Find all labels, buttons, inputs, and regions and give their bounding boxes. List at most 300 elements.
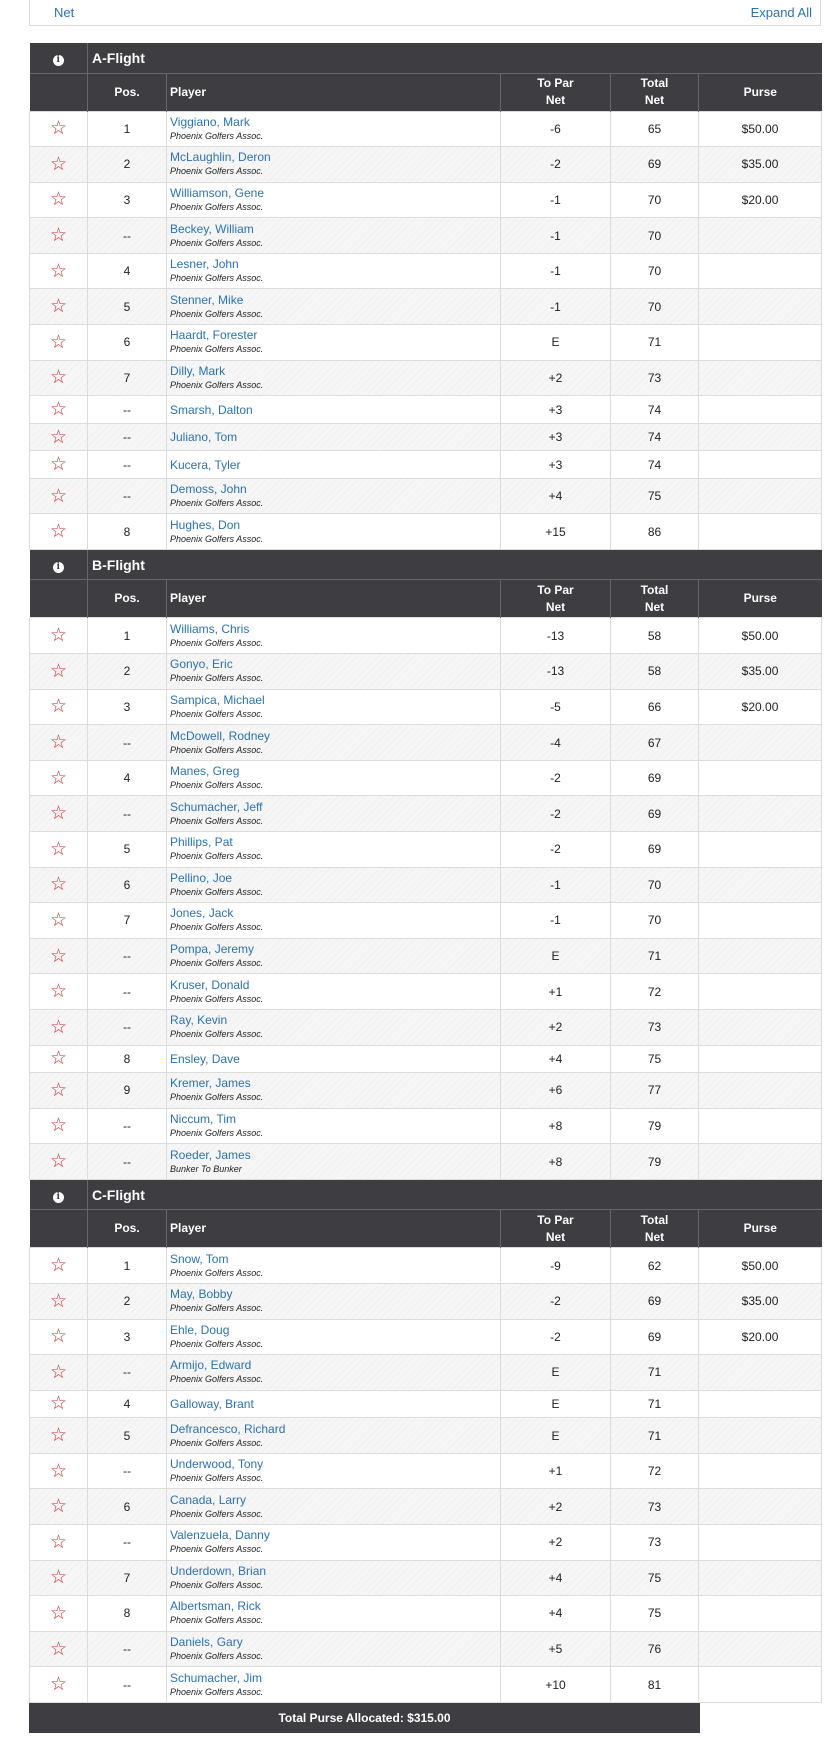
player-cell xyxy=(167,1560,501,1596)
to-par-net: +1 xyxy=(501,1453,611,1489)
to-par-net: +4 xyxy=(501,1596,611,1632)
purse xyxy=(699,423,822,451)
total-net: 75 xyxy=(611,1596,699,1632)
table-row xyxy=(30,1009,822,1045)
star-outline-icon[interactable]: ☆ xyxy=(49,1254,68,1277)
position: 3 xyxy=(88,182,167,218)
player-club: Phoenix Golfers Assoc. xyxy=(170,498,264,509)
player-club: Phoenix Golfers Assoc. xyxy=(170,815,264,826)
player-club: Phoenix Golfers Assoc. xyxy=(170,1127,264,1138)
to-par-net: E xyxy=(501,1418,611,1454)
table-row xyxy=(30,1418,822,1454)
star-outline-icon[interactable]: ☆ xyxy=(49,1530,68,1553)
player-name-link[interactable]: Schumacher, Jeff xyxy=(170,799,263,814)
position: -- xyxy=(88,1144,167,1180)
to-par-net: +2 xyxy=(501,360,611,396)
to-par-net: E xyxy=(501,1355,611,1391)
star-outline-icon[interactable]: ☆ xyxy=(49,1673,68,1696)
star-outline-icon[interactable]: ☆ xyxy=(49,944,68,967)
purse xyxy=(699,1073,822,1109)
table-row xyxy=(30,1045,822,1073)
flight-name: A-Flight xyxy=(88,43,822,73)
star-outline-icon[interactable]: ☆ xyxy=(49,1047,68,1070)
purse xyxy=(699,1009,822,1045)
player-name-link[interactable]: Viggiano, Mark xyxy=(170,114,250,129)
table-row xyxy=(30,451,822,479)
position: -- xyxy=(88,218,167,254)
total-net: 75 xyxy=(611,1560,699,1596)
topar-column-header: To Par Net xyxy=(501,580,611,618)
player-name-link[interactable]: Canada, Larry xyxy=(170,1492,247,1507)
to-par-net: +5 xyxy=(501,1631,611,1667)
flight-header xyxy=(30,1180,822,1210)
star-outline-icon[interactable]: ☆ xyxy=(49,1360,68,1383)
player-cell xyxy=(167,325,501,361)
player-name-link[interactable]: Armijo, Edward xyxy=(170,1358,252,1373)
player-cell xyxy=(167,974,501,1010)
player-name-link[interactable]: Sampica, Michael xyxy=(170,692,265,707)
player-name-link[interactable]: Kremer, James xyxy=(170,1076,251,1091)
flight-table xyxy=(29,550,822,1180)
player-name-link[interactable]: Snow, Tom xyxy=(170,1251,229,1266)
total-net: 76 xyxy=(611,1631,699,1667)
total-net: 69 xyxy=(611,1283,699,1319)
table-row xyxy=(30,1355,822,1391)
player-cell xyxy=(167,1596,501,1632)
player-cell xyxy=(167,796,501,832)
player-name-link[interactable]: Ray, Kevin xyxy=(170,1013,228,1028)
position: 8 xyxy=(88,1045,167,1073)
star-outline-icon[interactable]: ☆ xyxy=(49,873,68,896)
player-club: Phoenix Golfers Assoc. xyxy=(170,130,264,141)
player-club: Phoenix Golfers Assoc. xyxy=(170,1267,264,1278)
expand-all-link[interactable]: Expand All xyxy=(750,5,812,20)
total-net: 73 xyxy=(611,1525,699,1561)
total-net: 74 xyxy=(611,451,699,479)
player-club: Phoenix Golfers Assoc. xyxy=(170,744,264,755)
player-club: Phoenix Golfers Assoc. xyxy=(170,1437,264,1448)
player-club: Phoenix Golfers Assoc. xyxy=(170,673,264,684)
table-row xyxy=(30,1596,822,1632)
player-club: Phoenix Golfers Assoc. xyxy=(170,1579,264,1590)
position: -- xyxy=(88,1355,167,1391)
star-outline-icon[interactable]: ☆ xyxy=(49,188,68,211)
table-row xyxy=(30,867,822,903)
star-outline-icon[interactable]: ☆ xyxy=(49,259,68,282)
total-net: 58 xyxy=(611,654,699,690)
position: -- xyxy=(88,1631,167,1667)
star-outline-icon[interactable]: ☆ xyxy=(49,659,68,682)
total-net: 71 xyxy=(611,1355,699,1391)
purse: $50.00 xyxy=(699,618,822,654)
player-club: Phoenix Golfers Assoc. xyxy=(170,637,264,648)
to-par-net: +10 xyxy=(501,1667,611,1703)
table-row xyxy=(30,974,822,1010)
position: 6 xyxy=(88,325,167,361)
star-outline-icon[interactable]: ☆ xyxy=(49,1015,68,1038)
total-net: 81 xyxy=(611,1667,699,1703)
player-club: Phoenix Golfers Assoc. xyxy=(170,780,264,791)
player-cell xyxy=(167,1073,501,1109)
player-cell xyxy=(167,1045,501,1073)
player-name-link[interactable]: Defrancesco, Richard xyxy=(170,1421,286,1436)
table-row xyxy=(30,396,822,424)
player-club: Bunker To Bunker xyxy=(170,1163,242,1174)
player-club: Phoenix Golfers Assoc. xyxy=(170,958,264,969)
star-outline-icon[interactable]: ☆ xyxy=(49,224,68,247)
star-outline-icon[interactable]: ☆ xyxy=(49,908,68,931)
table-row xyxy=(30,1390,822,1418)
star-outline-icon[interactable]: ☆ xyxy=(49,731,68,754)
position: -- xyxy=(88,451,167,479)
to-par-net: -2 xyxy=(501,760,611,796)
topar-column-header: To Par Net xyxy=(501,1210,611,1248)
info-circle-icon[interactable]: i xyxy=(53,1192,64,1203)
star-outline-icon[interactable]: ☆ xyxy=(49,453,68,475)
player-name-link[interactable]: Demoss, John xyxy=(170,482,247,497)
player-name-link[interactable]: Underwood, Tony xyxy=(170,1457,264,1472)
star-outline-icon[interactable]: ☆ xyxy=(49,1392,68,1415)
total-net: 69 xyxy=(611,760,699,796)
player-name-link[interactable]: Beckey, William xyxy=(170,221,254,236)
table-row xyxy=(30,760,822,796)
purse xyxy=(699,1144,822,1180)
player-cell xyxy=(167,1453,501,1489)
player-name-link[interactable]: Albertsman, Rick xyxy=(170,1599,261,1614)
table-row xyxy=(30,514,822,550)
favorite-column-header xyxy=(30,1210,88,1248)
player-club: Phoenix Golfers Assoc. xyxy=(170,1374,264,1385)
total-net: 75 xyxy=(611,478,699,514)
position: 2 xyxy=(88,147,167,183)
table-row xyxy=(30,938,822,974)
total-net: 71 xyxy=(611,1418,699,1454)
table-row xyxy=(30,1560,822,1596)
purse xyxy=(699,1045,822,1073)
star-outline-icon[interactable]: ☆ xyxy=(49,1459,68,1482)
table-row xyxy=(30,1631,822,1667)
column-header-row xyxy=(30,580,822,618)
player-name-link[interactable]: Stenner, Mike xyxy=(170,292,244,307)
to-par-net: +3 xyxy=(501,396,611,424)
total-net: 69 xyxy=(611,796,699,832)
total-net: 70 xyxy=(611,867,699,903)
player-club: Phoenix Golfers Assoc. xyxy=(170,344,264,355)
player-club: Phoenix Golfers Assoc. xyxy=(170,1092,264,1103)
favorite-column-header xyxy=(30,73,88,111)
purse xyxy=(699,218,822,254)
player-name-link[interactable]: Kruser, Donald xyxy=(170,977,250,992)
player-name-link[interactable]: Phillips, Pat xyxy=(170,835,233,850)
star-outline-icon[interactable]: ☆ xyxy=(49,695,68,718)
position: 3 xyxy=(88,1319,167,1355)
info-circle-icon[interactable]: i xyxy=(53,562,64,573)
to-par-net: -1 xyxy=(501,289,611,325)
star-outline-icon[interactable]: ☆ xyxy=(49,624,68,647)
player-cell xyxy=(167,111,501,147)
star-outline-icon[interactable]: ☆ xyxy=(49,520,68,543)
table-row xyxy=(30,289,822,325)
flight-header xyxy=(30,43,822,73)
total-net: 75 xyxy=(611,1045,699,1073)
star-outline-icon[interactable]: ☆ xyxy=(49,152,68,175)
position: 7 xyxy=(88,360,167,396)
total-net: 69 xyxy=(611,832,699,868)
total-net: 71 xyxy=(611,325,699,361)
pos-column-header: Pos. xyxy=(88,73,167,111)
star-outline-icon[interactable]: ☆ xyxy=(49,1495,68,1518)
position: 6 xyxy=(88,1489,167,1525)
total-net: 77 xyxy=(611,1073,699,1109)
to-par-net: -6 xyxy=(501,111,611,147)
player-name-link[interactable]: Ensley, Dave xyxy=(170,1051,240,1066)
player-cell xyxy=(167,903,501,939)
player-name-link[interactable]: Kucera, Tyler xyxy=(170,457,241,472)
position: 3 xyxy=(88,689,167,725)
purse-column-header: Purse xyxy=(699,1210,822,1248)
to-par-net: -13 xyxy=(501,618,611,654)
position: 7 xyxy=(88,1560,167,1596)
player-club: Phoenix Golfers Assoc. xyxy=(170,993,264,1004)
table-row xyxy=(30,1667,822,1703)
table-row xyxy=(30,1108,822,1144)
star-outline-icon[interactable]: ☆ xyxy=(49,766,68,789)
player-cell xyxy=(167,1418,501,1454)
player-name-link[interactable]: Haardt, Forester xyxy=(170,328,258,343)
player-name-link[interactable]: Valenzuela, Danny xyxy=(170,1528,270,1543)
star-outline-icon[interactable]: ☆ xyxy=(49,330,68,353)
pos-column-header: Pos. xyxy=(88,580,167,618)
player-cell xyxy=(167,1525,501,1561)
position: -- xyxy=(88,1525,167,1561)
position: -- xyxy=(88,1453,167,1489)
purse: $20.00 xyxy=(699,1319,822,1355)
player-name-link[interactable]: Williams, Chris xyxy=(170,621,250,636)
to-par-net: +4 xyxy=(501,1045,611,1073)
star-outline-icon[interactable]: ☆ xyxy=(49,1325,68,1348)
to-par-net: +2 xyxy=(501,1489,611,1525)
player-cell xyxy=(167,218,501,254)
to-par-net: +8 xyxy=(501,1144,611,1180)
player-name-link[interactable]: Daniels, Gary xyxy=(170,1635,243,1650)
table-row xyxy=(30,111,822,147)
purse xyxy=(699,360,822,396)
player-cell xyxy=(167,760,501,796)
to-par-net: -5 xyxy=(501,689,611,725)
table-row xyxy=(30,182,822,218)
player-club: Phoenix Golfers Assoc. xyxy=(170,1544,264,1555)
player-club: Phoenix Golfers Assoc. xyxy=(170,379,264,390)
player-cell xyxy=(167,1283,501,1319)
player-name-link[interactable]: Gonyo, Eric xyxy=(170,657,233,672)
star-outline-icon[interactable]: ☆ xyxy=(49,1637,68,1660)
table-row xyxy=(30,1283,822,1319)
player-name-link[interactable]: Pompa, Jeremy xyxy=(170,942,255,957)
position: 5 xyxy=(88,832,167,868)
purse xyxy=(699,974,822,1010)
purse xyxy=(699,451,822,479)
table-row xyxy=(30,1248,822,1284)
player-club: Phoenix Golfers Assoc. xyxy=(170,237,264,248)
star-outline-icon[interactable]: ☆ xyxy=(49,1078,68,1101)
total-net: 65 xyxy=(611,111,699,147)
star-outline-icon[interactable]: ☆ xyxy=(49,425,68,448)
player-cell xyxy=(167,360,501,396)
table-row xyxy=(30,725,822,761)
position: -- xyxy=(88,396,167,424)
star-outline-icon[interactable]: ☆ xyxy=(49,1150,68,1173)
position: 2 xyxy=(88,654,167,690)
to-par-net: -1 xyxy=(501,218,611,254)
topar-column-header: To Par Net xyxy=(501,73,611,111)
star-outline-icon[interactable]: ☆ xyxy=(49,1566,68,1589)
player-name-link[interactable]: Dilly, Mark xyxy=(170,363,226,378)
player-cell xyxy=(167,1390,501,1418)
star-outline-icon[interactable]: ☆ xyxy=(49,1601,68,1624)
to-par-net: -1 xyxy=(501,867,611,903)
total-column-header: Total Net xyxy=(611,1210,699,1248)
player-cell xyxy=(167,938,501,974)
total-column-header: Total Net xyxy=(611,580,699,618)
player-cell xyxy=(167,1144,501,1180)
player-cell xyxy=(167,423,501,451)
total-net: 74 xyxy=(611,396,699,424)
position: 1 xyxy=(88,111,167,147)
star-outline-icon[interactable]: ☆ xyxy=(49,802,68,825)
total-net: 69 xyxy=(611,147,699,183)
net-toggle-link[interactable]: Net xyxy=(54,5,75,20)
star-outline-icon[interactable]: ☆ xyxy=(49,1424,68,1447)
total-net: 62 xyxy=(611,1248,699,1284)
table-row xyxy=(30,1144,822,1180)
player-club: Phoenix Golfers Assoc. xyxy=(170,851,264,862)
player-name-link[interactable]: Manes, Greg xyxy=(170,764,240,779)
player-cell xyxy=(167,514,501,550)
to-par-net: +15 xyxy=(501,514,611,550)
star-outline-icon[interactable]: ☆ xyxy=(49,1114,68,1137)
star-outline-icon[interactable]: ☆ xyxy=(49,837,68,860)
purse xyxy=(699,1418,822,1454)
leaderboard xyxy=(29,43,821,1733)
table-row xyxy=(30,1489,822,1525)
total-net: 70 xyxy=(611,289,699,325)
purse xyxy=(699,832,822,868)
purse-column-header: Purse xyxy=(699,580,822,618)
purse xyxy=(699,903,822,939)
player-club: Phoenix Golfers Assoc. xyxy=(170,273,264,284)
table-row xyxy=(30,654,822,690)
player-name-link[interactable]: Niccum, Tim xyxy=(170,1111,236,1126)
position: 2 xyxy=(88,1283,167,1319)
player-cell xyxy=(167,867,501,903)
player-cell xyxy=(167,1009,501,1045)
total-net: 73 xyxy=(611,360,699,396)
player-name-link[interactable]: Williamson, Gene xyxy=(170,185,265,200)
to-par-net: -2 xyxy=(501,1319,611,1355)
player-club: Phoenix Golfers Assoc. xyxy=(170,1508,264,1519)
star-outline-icon[interactable]: ☆ xyxy=(49,366,68,389)
player-name-link[interactable]: Juliano, Tom xyxy=(170,430,238,444)
table-row xyxy=(30,618,822,654)
total-net: 71 xyxy=(611,938,699,974)
star-outline-icon[interactable]: ☆ xyxy=(49,484,68,507)
column-header-row xyxy=(30,1210,822,1248)
purse xyxy=(699,760,822,796)
player-name-link[interactable]: May, Bobby xyxy=(170,1287,233,1302)
purse xyxy=(699,796,822,832)
to-par-net: -1 xyxy=(501,253,611,289)
star-outline-icon[interactable]: ☆ xyxy=(49,980,68,1003)
total-net: 73 xyxy=(611,1009,699,1045)
table-row xyxy=(30,147,822,183)
player-cell xyxy=(167,1667,501,1703)
total-net: 67 xyxy=(611,725,699,761)
star-outline-icon[interactable]: ☆ xyxy=(49,295,68,318)
player-name-link[interactable]: Smarsh, Dalton xyxy=(170,402,253,417)
flight-table xyxy=(29,1180,822,1703)
position: 5 xyxy=(88,289,167,325)
table-row xyxy=(30,423,822,451)
column-header-row xyxy=(30,73,822,111)
player-cell xyxy=(167,832,501,868)
purse xyxy=(699,1631,822,1667)
table-row xyxy=(30,253,822,289)
player-name-link[interactable]: Ehle, Doug xyxy=(170,1322,230,1337)
total-net: 69 xyxy=(611,1319,699,1355)
position: -- xyxy=(88,725,167,761)
player-name-link[interactable]: McDowell, Rodney xyxy=(170,728,271,743)
to-par-net: +3 xyxy=(501,423,611,451)
to-par-net: +8 xyxy=(501,1108,611,1144)
star-outline-icon[interactable]: ☆ xyxy=(49,398,68,420)
star-outline-icon[interactable]: ☆ xyxy=(49,1289,68,1312)
purse xyxy=(699,725,822,761)
player-cell xyxy=(167,253,501,289)
purse xyxy=(699,938,822,974)
table-row xyxy=(30,832,822,868)
to-par-net: +2 xyxy=(501,1525,611,1561)
player-name-link[interactable]: McLaughlin, Deron xyxy=(170,150,271,165)
purse xyxy=(699,478,822,514)
player-column-header: Player xyxy=(167,580,501,618)
purse xyxy=(699,514,822,550)
player-club: Phoenix Golfers Assoc. xyxy=(170,1473,264,1484)
player-club: Phoenix Golfers Assoc. xyxy=(170,1029,264,1040)
player-cell xyxy=(167,1319,501,1355)
player-name-link[interactable]: Galloway, Brant xyxy=(170,1396,254,1411)
purse xyxy=(699,1390,822,1418)
player-name-link[interactable]: Hughes, Don xyxy=(170,517,241,532)
star-outline-icon[interactable]: ☆ xyxy=(49,117,68,140)
to-par-net: +4 xyxy=(501,1560,611,1596)
player-name-link[interactable]: Underdown, Brian xyxy=(170,1563,267,1578)
position: -- xyxy=(88,1009,167,1045)
player-cell xyxy=(167,618,501,654)
info-circle-icon[interactable]: i xyxy=(53,55,64,66)
player-name-link[interactable]: Lesner, John xyxy=(170,257,239,272)
table-row xyxy=(30,325,822,361)
position: -- xyxy=(88,1667,167,1703)
player-name-link[interactable]: Jones, Jack xyxy=(170,906,234,921)
player-name-link[interactable]: Pellino, Joe xyxy=(170,870,233,885)
position: 7 xyxy=(88,903,167,939)
purse xyxy=(699,1108,822,1144)
player-name-link[interactable]: Schumacher, Jim xyxy=(170,1670,263,1685)
player-cell xyxy=(167,289,501,325)
to-par-net: +4 xyxy=(501,478,611,514)
purse xyxy=(699,1525,822,1561)
player-name-link[interactable]: Roeder, James xyxy=(170,1147,251,1162)
